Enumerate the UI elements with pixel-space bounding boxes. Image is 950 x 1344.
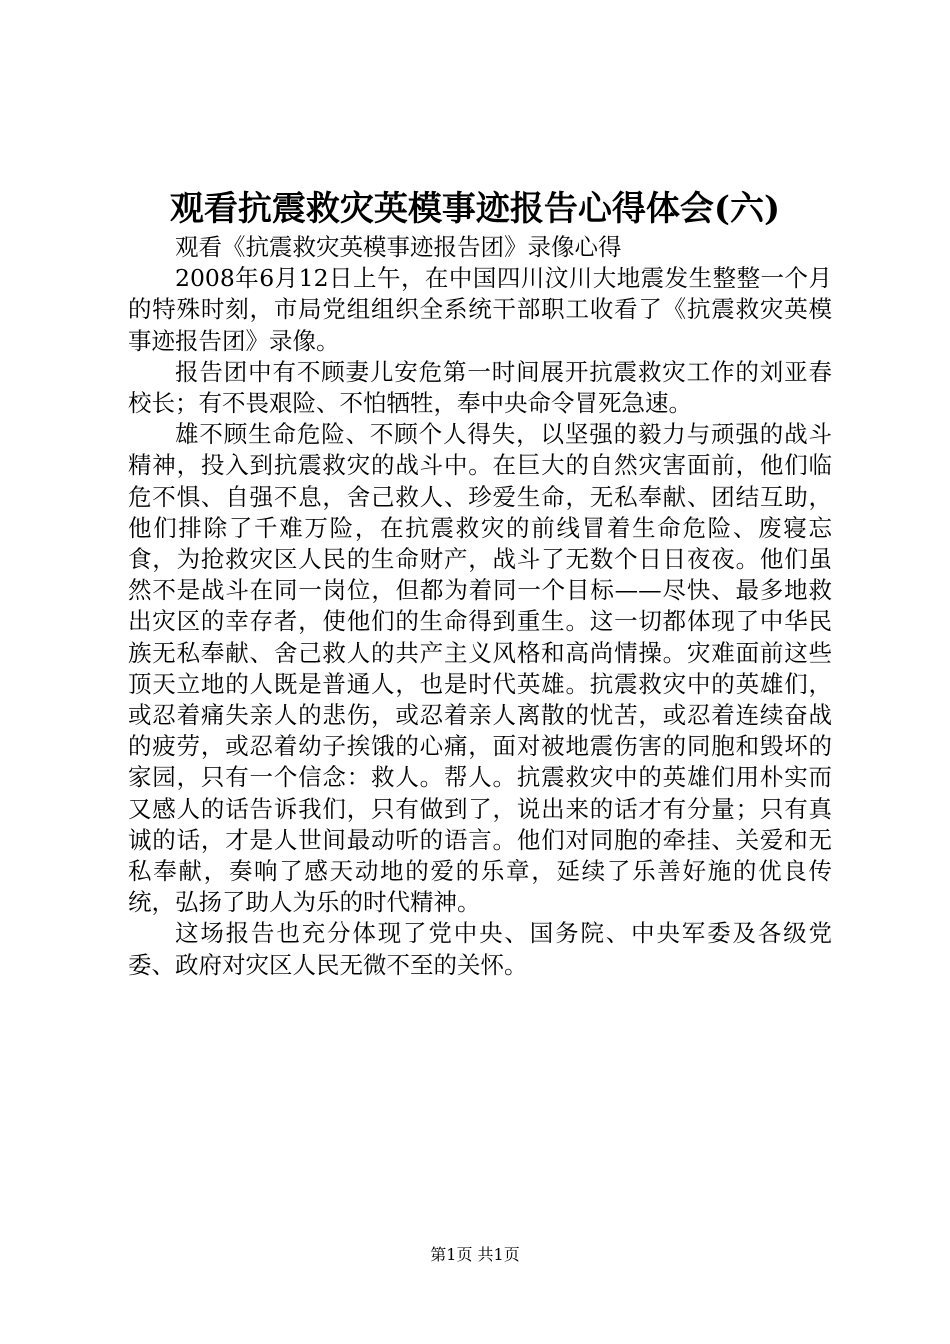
page-footer: 第1页 共1页 bbox=[430, 1245, 520, 1264]
document-body bbox=[128, 232, 832, 981]
paragraph-heroes: 雄不顾生命危险、不顾个人得失，以坚强的毅力与顽强的战斗精神，投入到抗震救灾的战斗中。在巨大的自然灾害面前，他们临危不惧、自强不息，舍己救人、珍爱生命，无私奉献、团结互助，他们排除了千难万险，在抗震救灾的前线冒着生命危险、废寝忘食，为抢救灾区人民的生命财产，战斗了无数个日日夜夜。他们虽然不是战斗在同一岗位，但都为着同一个目标——尽快、最多地救出灾区的幸存者，使他们的生命得到重生。这一切都体现了中华民族无私奉献、舍己救人的共产主义风格和高尚情操。灾难面前这些顶天立地的人既是普通人，也是时代英雄。抗震救灾中的英雄们，或忍着痛失亲人的悲伤，或忍着亲人离散的忧苦，或忍着连续奋战的疲劳，或忍着幼子挨饿的心痛，面对被地震伤害的同胞和毁坏的家园，只有一个信念：救人。帮人。抗震救灾中的英雄们用朴实而又感人的话告诉我们，只有做到了，说出来的话才有分量；只有真诚的话，才是人世间最动听的语言。他们对同胞的牵挂、关爱和无私奉献，奏响了感天动地的爱的乐章，延续了乐善好施的优良传统，弘扬了助人为乐的时代精神。 bbox=[128, 420, 832, 917]
document-title: 观看抗震救灾英模事迹报告心得体会(六) bbox=[169, 189, 781, 229]
paragraph-conclusion: 这场报告也充分体现了党中央、国务院、中央军委及各级党委、政府对灾区人民无微不至的关怀。 bbox=[128, 919, 832, 979]
paragraph-subtitle: 观看《抗震救灾英模事迹报告团》录像心得 bbox=[175, 233, 622, 261]
paragraph-report-group: 报告团中有不顾妻儿安危第一时间展开抗震救灾工作的刘亚春校长；有不畏艰险、不怕牺牲，奉中央命令冒死急速。 bbox=[128, 357, 832, 418]
paragraph-intro: 2008年6月12日上午，在中国四川汶川大地震发生整整一个月的特殊时刻，市局党组组织全系统干部职工收看了《抗震救灾英模事迹报告团》录像。 bbox=[128, 264, 832, 355]
